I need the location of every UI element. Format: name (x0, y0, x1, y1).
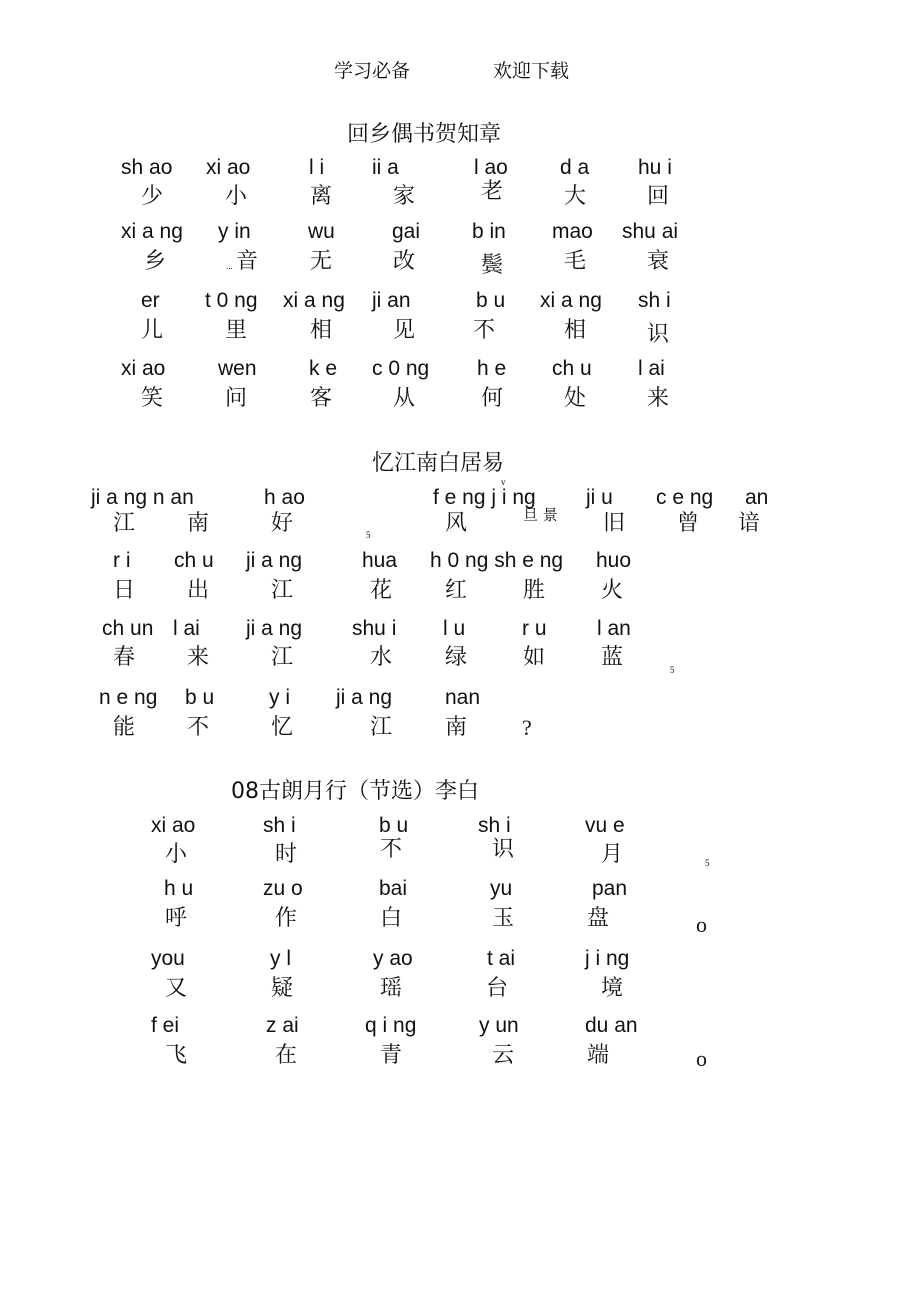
hanzi: 江 (271, 578, 294, 603)
pinyin: h ao (264, 486, 305, 509)
pinyin: yu (490, 877, 513, 900)
hanzi: 小 (225, 184, 248, 209)
pinyin: y ao (373, 947, 413, 970)
hanzi: 无 (310, 249, 333, 274)
pinyin: r i (113, 549, 131, 572)
pinyin: d a (560, 156, 590, 179)
hanzi: 如 (523, 645, 546, 670)
pinyin: huo (596, 549, 632, 572)
question-mark: ? (522, 715, 532, 740)
pinyin: ji a ng (246, 549, 303, 572)
hanzi: 江 (113, 511, 136, 536)
hanzi: 来 (187, 645, 210, 670)
pinyin: l an (597, 617, 631, 640)
hanzi: 江 (271, 645, 294, 670)
pinyin: l ai (173, 617, 200, 640)
hanzi: 相 (310, 318, 333, 343)
hanzi: 水 (370, 645, 393, 670)
hanzi: 旦 景 (523, 506, 558, 524)
pinyin: nan (445, 686, 481, 709)
hanzi: 台 (486, 976, 509, 1001)
pinyin: du an (585, 1014, 638, 1037)
stray-mark: 5 (705, 858, 710, 868)
pinyin: t 0 ng (205, 289, 258, 312)
pinyin: ji u (586, 486, 613, 509)
hanzi: 花 (370, 578, 393, 603)
hanzi: 相 (564, 318, 587, 343)
hanzi: 瑶 (380, 976, 403, 1001)
pinyin: pan (592, 877, 628, 900)
hanzi: 问 (225, 386, 248, 411)
pinyin: er (141, 289, 160, 312)
hanzi: 好 (271, 511, 294, 536)
pinyin: h 0 ng sh e ng (430, 549, 564, 572)
hanzi: 大 (564, 184, 587, 209)
hanzi: 笑 (141, 386, 164, 411)
pinyin: vu e (585, 814, 625, 837)
pinyin: l ai (638, 357, 665, 380)
hanzi: 鬓 (481, 253, 504, 278)
pinyin: j i ng (585, 947, 630, 970)
hanzi: 南 (445, 715, 468, 740)
hanzi: 改 (393, 249, 416, 274)
hanzi: 玉 (492, 906, 515, 931)
hanzi: 处 (564, 386, 587, 411)
pinyin: l u (443, 617, 466, 640)
pinyin: ji a ng (246, 617, 303, 640)
hanzi: 飞 (165, 1043, 188, 1068)
hanzi: 识 (647, 322, 670, 347)
pinyin: ch un (102, 617, 154, 640)
pinyin: h e (477, 357, 507, 380)
pinyin: hua (362, 549, 398, 572)
pinyin: ch u (552, 357, 592, 380)
hanzi: 从 (393, 386, 416, 411)
hanzi: 毛 (564, 249, 587, 274)
pinyin: b in (472, 220, 506, 243)
stray-mark: 5 (366, 530, 371, 540)
hanzi: 曾 (677, 511, 700, 536)
pinyin: h u (164, 877, 194, 900)
hanzi: 乡 (144, 249, 167, 274)
pinyin: c 0 ng (372, 357, 430, 380)
hanzi: 里 (225, 318, 248, 343)
poem-title: 08古朗月行（节选）李白 (231, 779, 479, 804)
hanzi: 青 (380, 1043, 403, 1068)
pinyin: y in (218, 220, 251, 243)
pinyin: xi a ng (121, 220, 183, 243)
pinyin: y un (479, 1014, 519, 1037)
hanzi: 江 (370, 715, 393, 740)
pinyin: wen (218, 357, 257, 380)
pinyin: k e (309, 357, 338, 380)
pinyin: sh i (263, 814, 296, 837)
hanzi: 见 (393, 318, 416, 343)
hanzi: 旧 (603, 511, 626, 536)
pinyin: q i ng (365, 1014, 417, 1037)
hanzi: 月 (601, 842, 624, 867)
pinyin: gai (392, 220, 421, 243)
pinyin: xi ao (151, 814, 196, 837)
pinyin: hu i (638, 156, 672, 179)
hanzi: 音 (236, 249, 259, 274)
pinyin: ch u (174, 549, 214, 572)
hanzi: 回 (647, 184, 670, 209)
period-mark: o (696, 912, 707, 937)
hanzi: 出 (187, 578, 210, 603)
pinyin: b u (185, 686, 215, 709)
hanzi: 呼 (165, 906, 188, 931)
pinyin: y l (270, 947, 291, 970)
pinyin: wu (308, 220, 335, 243)
hanzi: 时 (275, 842, 298, 867)
hanzi: 来 (647, 386, 670, 411)
pinyin: y i (269, 686, 290, 709)
hanzi: 端 (587, 1043, 610, 1068)
hanzi: 何 (481, 386, 504, 411)
hanzi: 衰 (647, 249, 670, 274)
hanzi: 老 (481, 179, 504, 204)
hanzi: 疑 (271, 976, 294, 1001)
pinyin: shu i (352, 617, 397, 640)
hanzi: 忆 (271, 715, 294, 740)
hanzi: 绿 (445, 645, 468, 670)
stray-mark: v (501, 477, 506, 487)
pinyin: n e ng (99, 686, 158, 709)
pinyin: ji a ng (336, 686, 393, 709)
pinyin: ii a (372, 156, 399, 179)
hanzi: 谙 (738, 511, 761, 536)
hanzi: 春 (113, 645, 136, 670)
hanzi: 客 (310, 386, 333, 411)
pinyin: t ai (487, 947, 516, 970)
pinyin: z ai (266, 1014, 299, 1037)
hanzi: 胜 (523, 578, 546, 603)
hanzi: 少 (141, 184, 164, 209)
pinyin: you (151, 947, 185, 970)
pinyin: xi a ng (540, 289, 602, 312)
hanzi: 作 (275, 906, 298, 931)
pinyin: f ei (151, 1014, 180, 1037)
hanzi: 不 (187, 715, 210, 740)
hanzi: 识 (492, 837, 515, 862)
hanzi: 盘 (587, 906, 610, 931)
pinyin: f e ng j i ng (433, 486, 536, 509)
pinyin: sh i (638, 289, 671, 312)
pinyin: l i (309, 156, 325, 179)
stray-mark: ... (226, 261, 233, 271)
hanzi: 能 (113, 715, 136, 740)
stray-mark: 5 (670, 665, 675, 675)
hanzi: 离 (310, 184, 333, 209)
poem-title: 回乡偶书贺知章 (347, 122, 502, 147)
pinyin: ji a ng n an (91, 486, 194, 509)
pinyin: xi ao (206, 156, 251, 179)
pinyin: l ao (474, 156, 508, 179)
hanzi: 家 (393, 184, 416, 209)
pinyin: xi a ng (283, 289, 345, 312)
pinyin: shu ai (622, 220, 679, 243)
pinyin: mao (552, 220, 593, 243)
pinyin: xi ao (121, 357, 166, 380)
pinyin: zu o (263, 877, 303, 900)
pinyin: sh ao (121, 156, 173, 179)
pinyin: b u (476, 289, 506, 312)
pinyin: sh i (478, 814, 511, 837)
pinyin: c e ng (656, 486, 714, 509)
period-mark: o (696, 1046, 707, 1071)
hanzi: 南 (187, 511, 210, 536)
header-right: 欢迎下载 (493, 60, 570, 82)
hanzi: 火 (601, 578, 624, 603)
hanzi: 儿 (141, 318, 164, 343)
header-left: 学习必备 (334, 60, 411, 82)
hanzi: 在 (275, 1043, 298, 1068)
hanzi: 红 (445, 578, 468, 603)
hanzi: 日 (113, 578, 136, 603)
hanzi: 又 (165, 976, 188, 1001)
pinyin: ji an (372, 289, 411, 312)
hanzi: 不 (473, 318, 496, 343)
poem-title: 忆江南白居易 (372, 451, 505, 476)
pinyin: r u (522, 617, 547, 640)
hanzi: 白 (380, 906, 403, 931)
hanzi: 云 (492, 1043, 515, 1068)
hanzi: 蓝 (601, 645, 624, 670)
pinyin: an (745, 486, 769, 509)
hanzi: 小 (165, 842, 188, 867)
hanzi: 不 (380, 837, 403, 862)
pinyin: bai (379, 877, 408, 900)
pinyin: b u (379, 814, 409, 837)
hanzi: 境 (601, 976, 624, 1001)
hanzi: 风 (445, 511, 468, 536)
